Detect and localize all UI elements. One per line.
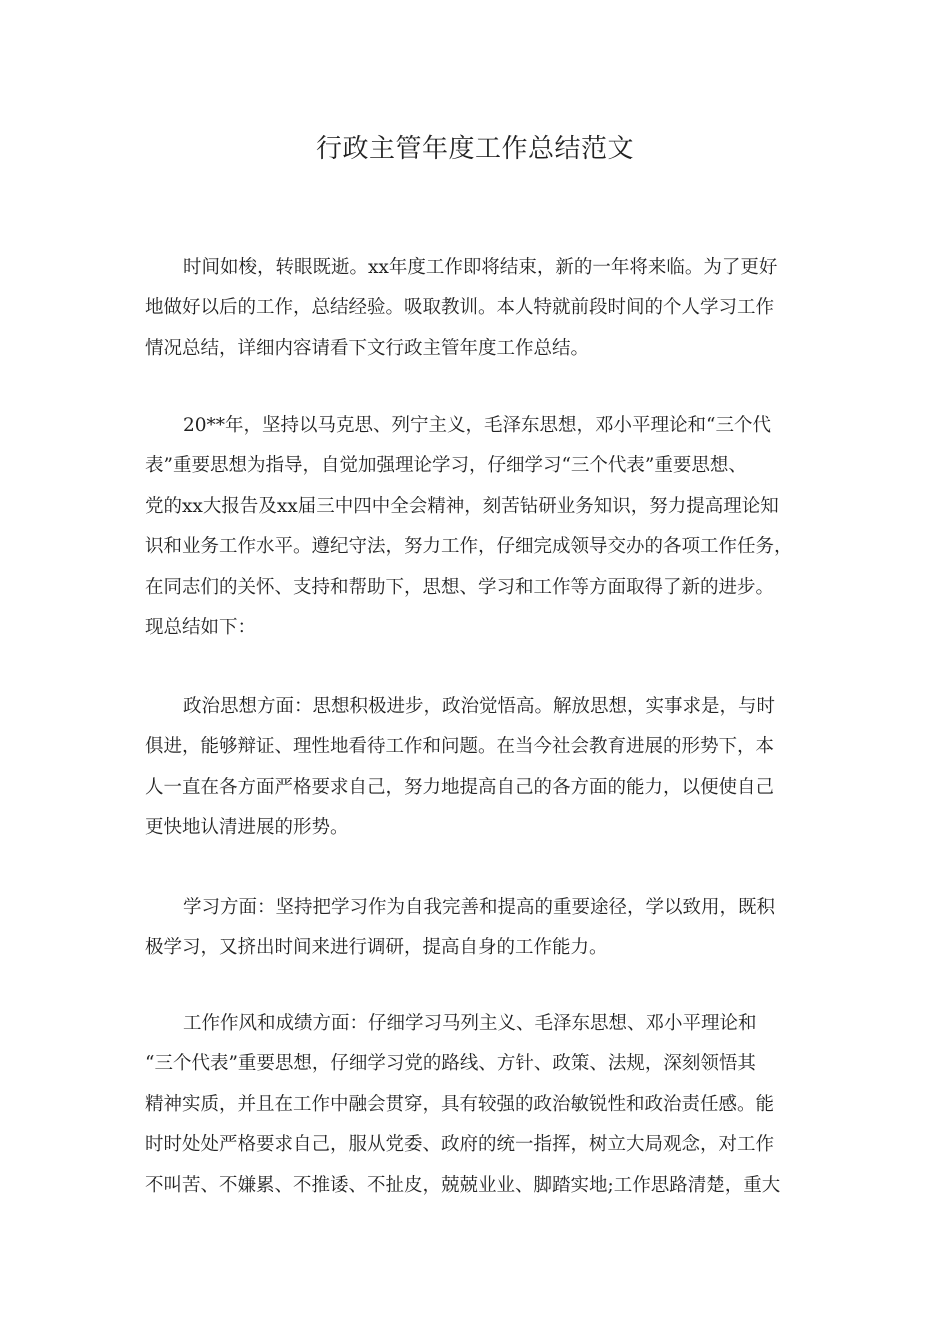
paragraph-overview xyxy=(145,406,805,648)
paragraph-line: 党的xx大报告及xx届三中四中全会精神，刻苦钻研业务知识，努力提高理论知 xyxy=(145,495,779,517)
paragraph-line: 俱进，能够辩证、理性地看待工作和问题。在当今社会教育进展的形势下，本 xyxy=(145,736,775,758)
paragraph-line: 极学习，又挤出时间来进行调研，提高自身的工作能力。 xyxy=(145,937,608,959)
paragraph-study xyxy=(145,888,805,969)
paragraph-line: 工作作风和成绩方面：仔细学习马列主义、毛泽东思想、邓小平理论和 xyxy=(183,1013,757,1034)
paragraph-line: 精神实质，并且在工作中融会贯穿，具有较强的政治敏锐性和政治责任感。能 xyxy=(145,1093,775,1115)
paragraph-line: 20**年，坚持以马克思、列宁主义，毛泽东思想，邓小平理论和“三个代 xyxy=(183,415,772,436)
paragraph-line: 更快地认清进展的形势。 xyxy=(145,817,349,839)
document-title: 行政主管年度工作总结范文 xyxy=(315,134,634,164)
paragraph-line: 地做好以后的工作，总结经验。吸取教训。本人特就前段时间的个人学习工作 xyxy=(145,297,775,319)
paragraph-intro xyxy=(145,248,805,369)
paragraph-line: 识和业务工作水平。遵纪守法，努力工作，仔细完成领导交办的各项工作任务， xyxy=(145,536,793,558)
paragraph-line: 现总结如下： xyxy=(145,617,257,639)
paragraph-line: 时间如梭，转眼既逝。xx年度工作即将结束，新的一年将来临。为了更好 xyxy=(183,257,778,278)
paragraph-line: 政治思想方面：思想积极进步，政治觉悟高。解放思想，实事求是，与时 xyxy=(183,696,776,717)
paragraph-line: 学习方面：坚持把学习作为自我完善和提高的重要途径，学以致用，既积 xyxy=(183,897,776,918)
paragraph-line: 表”重要思想为指导，自觉加强理论学习，仔细学习“三个代表”重要思想、 xyxy=(145,455,747,477)
paragraph-line: 时时处处严格要求自己，服从党委、政府的统一指挥，树立大局观念，对工作 xyxy=(145,1134,775,1156)
paragraph-work-style xyxy=(145,1004,805,1206)
paragraph-line: “三个代表”重要思想，仔细学习党的路线、方针、政策、法规，深刻领悟其 xyxy=(145,1053,756,1075)
paragraph-line: 不叫苦、不嫌累、不推诿、不扯皮，兢兢业业、脚踏实地;工作思路清楚，重大 xyxy=(145,1174,781,1196)
paragraph-political xyxy=(145,687,805,849)
paragraph-line: 人一直在各方面严格要求自己，努力地提高自己的各方面的能力，以便使自己 xyxy=(145,776,775,798)
paragraph-line: 情况总结，详细内容请看下文行政主管年度工作总结。 xyxy=(145,337,590,359)
paragraph-line: 在同志们的关怀、支持和帮助下，思想、学习和工作等方面取得了新的进步。 xyxy=(145,576,775,598)
